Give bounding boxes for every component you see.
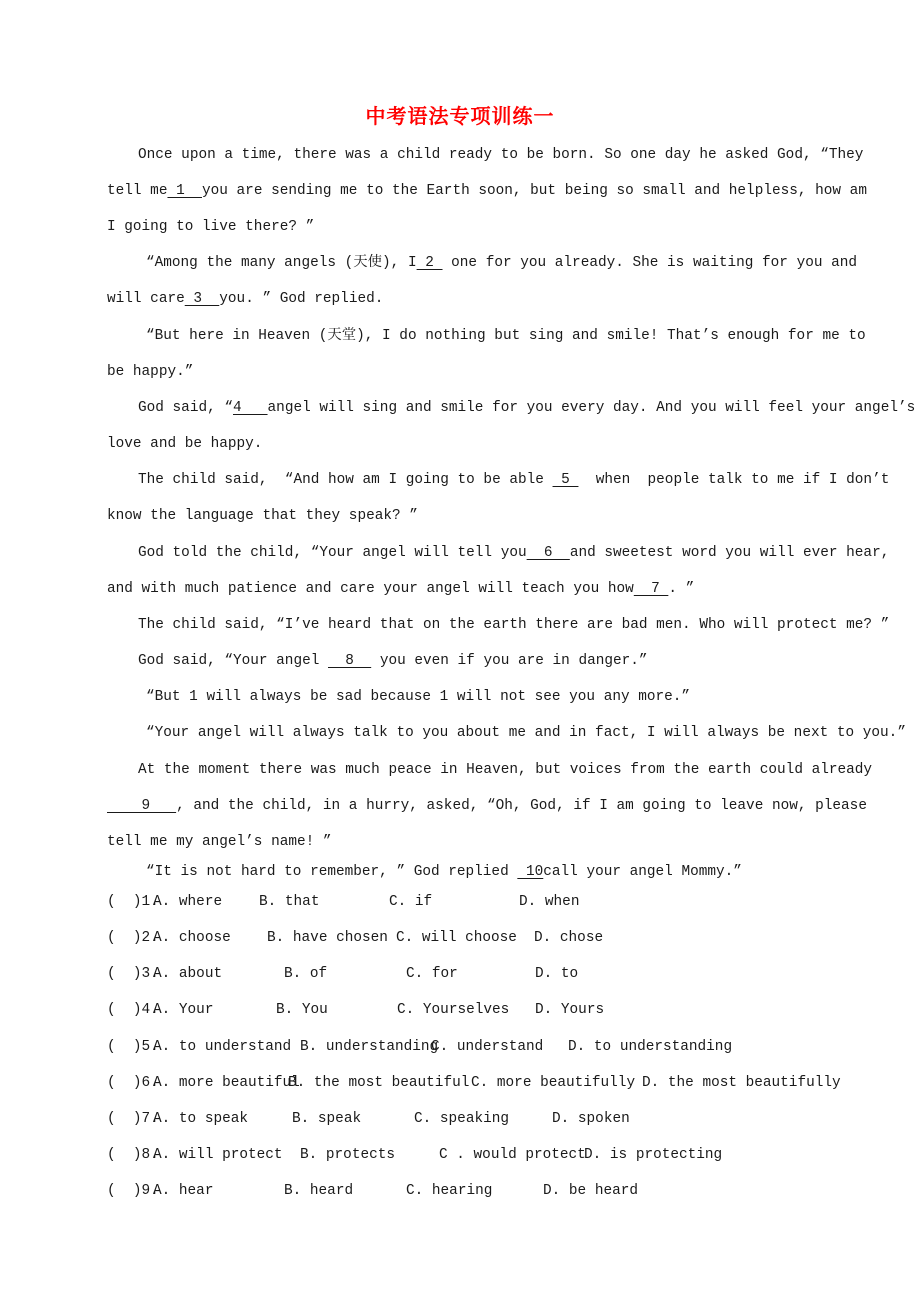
option-a[interactable]: A. where bbox=[153, 894, 223, 910]
passage-text: “But 1 will always be sad because 1 will not see you any more.” bbox=[146, 689, 691, 705]
passage-text: and with much patience and care your angel will teach you how bbox=[107, 581, 634, 597]
question-number[interactable]: ( )4. bbox=[107, 1002, 159, 1018]
passage-line bbox=[107, 181, 867, 201]
passage-text: At the moment there was much peace in Heaven, but voices from the earth could already bbox=[138, 762, 873, 778]
question-row bbox=[107, 1181, 867, 1201]
passage-line bbox=[146, 687, 690, 707]
passage-line bbox=[138, 651, 648, 671]
question-row bbox=[107, 1037, 867, 1057]
passage-text: , and the child, in a hurry, asked, “Oh, God, if I am going to leave now, please bbox=[176, 798, 867, 814]
option-a[interactable]: A. to speak bbox=[153, 1111, 248, 1127]
question-row bbox=[107, 1109, 867, 1129]
option-c[interactable]: C. speaking bbox=[414, 1111, 509, 1127]
question-row bbox=[107, 892, 867, 912]
option-c[interactable]: C. Yourselves bbox=[397, 1002, 510, 1018]
option-b[interactable]: B. heard bbox=[284, 1183, 354, 1199]
option-d[interactable]: D. to bbox=[535, 966, 579, 982]
passage-text: call your angel Mommy.” bbox=[543, 864, 742, 880]
question-row bbox=[107, 1145, 867, 1165]
question-number[interactable]: ( )8. bbox=[107, 1147, 159, 1163]
passage-text: and sweetest word you will ever hear, bbox=[569, 545, 890, 561]
passage-line bbox=[138, 470, 889, 490]
passage-line bbox=[138, 398, 915, 418]
passage-line bbox=[107, 506, 418, 526]
option-d[interactable]: D. when bbox=[519, 894, 580, 910]
option-c[interactable]: C . would protect bbox=[439, 1147, 586, 1163]
option-a[interactable]: A. choose bbox=[153, 930, 231, 946]
passage-line bbox=[107, 289, 383, 309]
passage-line bbox=[138, 145, 863, 165]
passage-line bbox=[107, 362, 193, 382]
answer-blank[interactable]: 9 bbox=[107, 798, 177, 814]
option-c[interactable]: C. if bbox=[389, 894, 433, 910]
passage-text: tell me bbox=[107, 183, 168, 199]
passage-line bbox=[138, 543, 889, 563]
option-c[interactable]: C. more beautifully bbox=[471, 1075, 636, 1091]
option-b[interactable]: B. speak bbox=[292, 1111, 362, 1127]
question-number[interactable]: ( )9. bbox=[107, 1183, 159, 1199]
option-c[interactable]: C. understand bbox=[431, 1039, 544, 1055]
passage-text: The child said, “I’ve heard that on the earth there are bad men. Who will protect me? ” bbox=[138, 617, 890, 633]
option-b[interactable]: B. understanding bbox=[300, 1039, 439, 1055]
option-d[interactable]: D. spoken bbox=[552, 1111, 630, 1127]
passage-text: God said, “ bbox=[138, 400, 233, 416]
question-number[interactable]: ( )3. bbox=[107, 966, 159, 982]
passage-text: Once upon a time, there was a child ready to be born. So one day he asked God, “They bbox=[138, 147, 864, 163]
answer-blank[interactable]: 8 bbox=[328, 653, 372, 669]
answer-blank[interactable]: 4 bbox=[233, 400, 268, 416]
passage-text: know the language that they speak? ” bbox=[107, 508, 418, 524]
passage-text: angel will sing and smile for you every day. And you will feel your angel’s bbox=[267, 400, 916, 416]
passage-line bbox=[107, 434, 262, 454]
passage-line bbox=[138, 760, 872, 780]
question-row bbox=[107, 964, 867, 984]
passage-text: love and be happy. bbox=[107, 436, 263, 452]
passage-text: “It is not hard to remember, ” God replied bbox=[146, 864, 518, 880]
passage-text: “Among the many angels (天使), I bbox=[146, 255, 417, 271]
passage-text: you. ” God replied. bbox=[219, 291, 384, 307]
option-d[interactable]: D. chose bbox=[534, 930, 604, 946]
option-a[interactable]: A. Your bbox=[153, 1002, 214, 1018]
passage-text: you even if you are in danger.” bbox=[371, 653, 648, 669]
passage-line bbox=[146, 723, 906, 743]
question-row bbox=[107, 1000, 867, 1020]
option-a[interactable]: A. to understand bbox=[153, 1039, 292, 1055]
passage-text: God told the child, “Your angel will tell you bbox=[138, 545, 527, 561]
option-c[interactable]: C. will choose bbox=[396, 930, 517, 946]
answer-blank[interactable]: 2 bbox=[416, 255, 443, 271]
answer-blank[interactable]: 1 bbox=[167, 183, 202, 199]
answer-blank[interactable]: 5 bbox=[552, 472, 579, 488]
passage-text: tell me my angel’s name! ” bbox=[107, 834, 332, 850]
passage-text: God said, “Your angel bbox=[138, 653, 328, 669]
passage-line bbox=[107, 579, 694, 599]
option-a[interactable]: A. will protect bbox=[153, 1147, 283, 1163]
answer-blank[interactable]: 3 bbox=[184, 291, 220, 307]
option-b[interactable]: B. protects bbox=[300, 1147, 395, 1163]
option-d[interactable]: D. is protecting bbox=[584, 1147, 723, 1163]
option-a[interactable]: A. hear bbox=[153, 1183, 214, 1199]
passage-text: when people talk to me if I don’t bbox=[578, 472, 890, 488]
answer-blank[interactable]: 10 bbox=[517, 864, 544, 880]
option-b[interactable]: B. have chosen bbox=[267, 930, 388, 946]
passage-text: “But here in Heaven (天堂), I do nothing but sing and smile! That’s enough for me to bbox=[146, 328, 866, 344]
passage-text: be happy.” bbox=[107, 364, 194, 380]
question-number[interactable]: ( )5. bbox=[107, 1039, 159, 1055]
passage-text: will care bbox=[107, 291, 185, 307]
question-number[interactable]: ( )1. bbox=[107, 894, 159, 910]
passage-text: “Your angel will always talk to you about me and in fact, I will always be next to you.” bbox=[146, 725, 906, 741]
question-row bbox=[107, 928, 867, 948]
option-b[interactable]: B. You bbox=[276, 1002, 328, 1018]
passage-line bbox=[107, 796, 867, 816]
passage-text: . ” bbox=[668, 581, 695, 597]
option-b[interactable]: B. that bbox=[259, 894, 320, 910]
option-b[interactable]: B. the most beautiful bbox=[288, 1075, 470, 1091]
answer-blank[interactable]: 6 bbox=[526, 545, 570, 561]
option-d[interactable]: D. to understanding bbox=[568, 1039, 733, 1055]
passage-text: The child said, “And how am I going to be able bbox=[138, 472, 553, 488]
passage-line bbox=[146, 326, 866, 346]
option-d[interactable]: D. the most beautifully bbox=[642, 1075, 841, 1091]
question-number[interactable]: ( )6. bbox=[107, 1075, 159, 1091]
passage-line bbox=[138, 615, 889, 635]
passage-text: you are sending me to the Earth soon, but being so small and helpless, how am bbox=[202, 183, 867, 199]
option-a[interactable]: A. more beautiful bbox=[153, 1075, 300, 1091]
question-number[interactable]: ( )7. bbox=[107, 1111, 159, 1127]
answer-blank[interactable]: 7 bbox=[633, 581, 669, 597]
option-b[interactable]: B. of bbox=[284, 966, 328, 982]
passage-text: one for you already. She is waiting for you and bbox=[442, 255, 858, 271]
passage-line bbox=[146, 253, 857, 273]
option-c[interactable]: C. hearing bbox=[406, 1183, 493, 1199]
question-number[interactable]: ( )2. bbox=[107, 930, 159, 946]
passage-line bbox=[107, 832, 332, 852]
option-d[interactable]: D. be heard bbox=[543, 1183, 638, 1199]
passage-line bbox=[107, 217, 314, 237]
passage-text: I going to live there? ” bbox=[107, 219, 315, 235]
option-c[interactable]: C. for bbox=[406, 966, 458, 982]
option-d[interactable]: D. Yours bbox=[535, 1002, 605, 1018]
passage-line bbox=[146, 862, 742, 882]
page-title: 中考语法专项训练一 bbox=[365, 104, 555, 128]
option-a[interactable]: A. about bbox=[153, 966, 223, 982]
question-row bbox=[107, 1073, 867, 1093]
